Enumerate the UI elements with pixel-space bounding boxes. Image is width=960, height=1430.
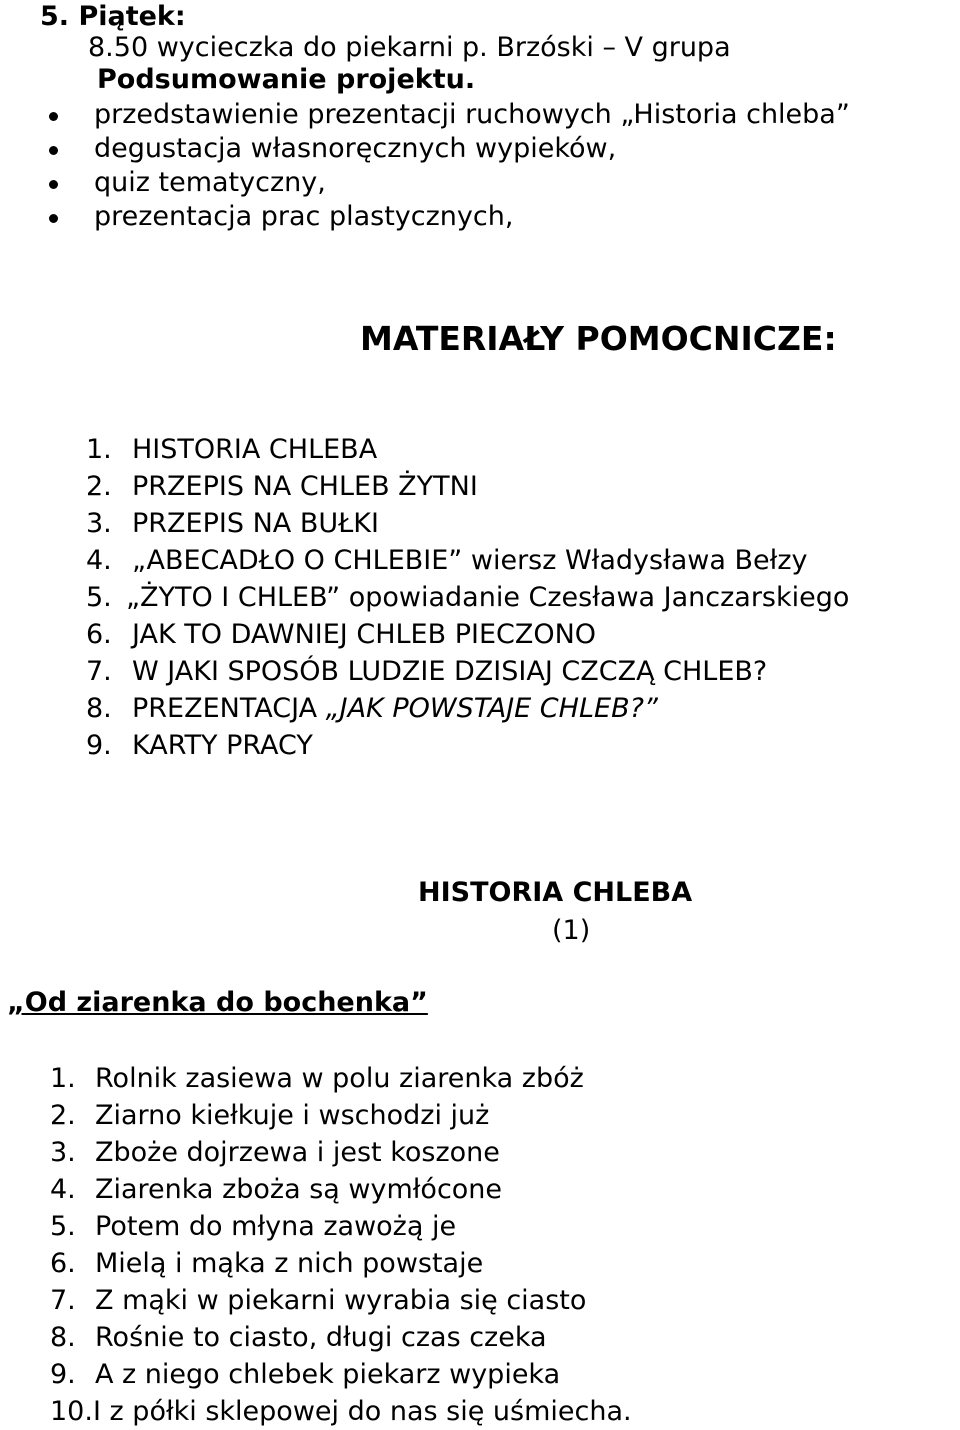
list-item-text: prezentacja prac plastycznych, <box>94 201 514 232</box>
list-item-number: 6. <box>86 619 112 650</box>
bullet-icon <box>49 214 58 223</box>
list-item-number: 2. <box>50 1100 76 1131</box>
list-item-text: „ABECADŁO O CHLEBIE” wiersz Władysława Bełzy <box>132 545 808 576</box>
list-item-number: 4. <box>86 545 112 576</box>
list-item-number: 8. <box>86 693 112 724</box>
trip-line: 8.50 wycieczka do piekarni p. Brzóski – V grupa <box>88 32 731 63</box>
list-item-text-italic: „JAK POWSTAJE CHLEB?” <box>325 693 658 724</box>
list-item-number: 7. <box>86 656 112 687</box>
list-item-number: 5. <box>86 582 112 613</box>
list-item-number: 5. <box>50 1211 76 1242</box>
list-item-number: 3. <box>86 508 112 539</box>
list-item-text: przedstawienie prezentacji ruchowych „Historia chleba” <box>94 99 850 130</box>
list-item-number: 4. <box>50 1174 76 1205</box>
list-item-text: PRZEPIS NA BUŁKI <box>132 508 379 539</box>
list-item-text: Z mąki w piekarni wyrabia się ciasto <box>95 1285 587 1316</box>
list-item-text: KARTY PRACY <box>132 730 313 761</box>
list-item-number: 3. <box>50 1137 76 1168</box>
list-item-number: 1. <box>50 1063 76 1094</box>
materials-heading: MATERIAŁY POMOCNICZE: <box>360 319 837 358</box>
list-item-text: quiz tematyczny, <box>94 167 326 198</box>
list-item-text: Rośnie to ciasto, długi czas czeka <box>95 1322 547 1353</box>
list-item-number: 10. <box>50 1396 93 1427</box>
bullet-icon <box>49 112 58 121</box>
list-item-number: 1. <box>86 434 112 465</box>
bullet-icon <box>49 146 58 155</box>
list-item-text: HISTORIA CHLEBA <box>132 434 378 465</box>
list-item-text: A z niego chlebek piekarz wypieka <box>95 1359 561 1390</box>
list-item-number: 9. <box>86 730 112 761</box>
history-title: HISTORIA CHLEBA <box>418 877 693 908</box>
list-item-text: I z półki sklepowej do nas się uśmiecha. <box>93 1396 632 1427</box>
list-item-number: 6. <box>50 1248 76 1279</box>
list-item-text: PRZEPIS NA CHLEB ŻYTNI <box>132 471 478 502</box>
list-item-text: Ziarenka zboża są wymłócone <box>95 1174 503 1205</box>
history-subtitle: (1) <box>552 915 591 946</box>
list-item-text: Potem do młyna zawożą je <box>95 1211 457 1242</box>
list-item-text: JAK TO DAWNIEJ CHLEB PIECZONO <box>132 619 597 650</box>
list-item-text: Rolnik zasiewa w polu ziarenka zbóż <box>95 1063 584 1094</box>
list-item-text <box>132 692 658 726</box>
summary-heading: Podsumowanie projektu. <box>97 64 476 95</box>
list-item-text: Ziarno kiełkuje i wschodzi już <box>95 1100 490 1131</box>
list-item-number: 9. <box>50 1359 76 1390</box>
list-item-text: Mielą i mąka z nich powstaje <box>95 1248 484 1279</box>
list-item-text-plain: PREZENTACJA <box>132 693 326 724</box>
list-item-text: „ŻYTO I CHLEB” opowiadanie Czesława Janczarskiego <box>126 582 850 613</box>
poem-title: „Od ziarenka do bochenka” <box>7 987 428 1018</box>
list-item-number: 2. <box>86 471 112 502</box>
list-item-number: 7. <box>50 1285 76 1316</box>
list-item-text: Zboże dojrzewa i jest koszone <box>95 1137 500 1168</box>
list-item-number: 8. <box>50 1322 76 1353</box>
list-item-text: degustacja własnoręcznych wypieków, <box>94 133 617 164</box>
bullet-icon <box>49 180 58 189</box>
day-heading: 5. Piątek: <box>40 1 186 32</box>
list-item-text: W JAKI SPOSÓB LUDZIE DZISIAJ CZCZĄ CHLEB? <box>132 656 768 687</box>
